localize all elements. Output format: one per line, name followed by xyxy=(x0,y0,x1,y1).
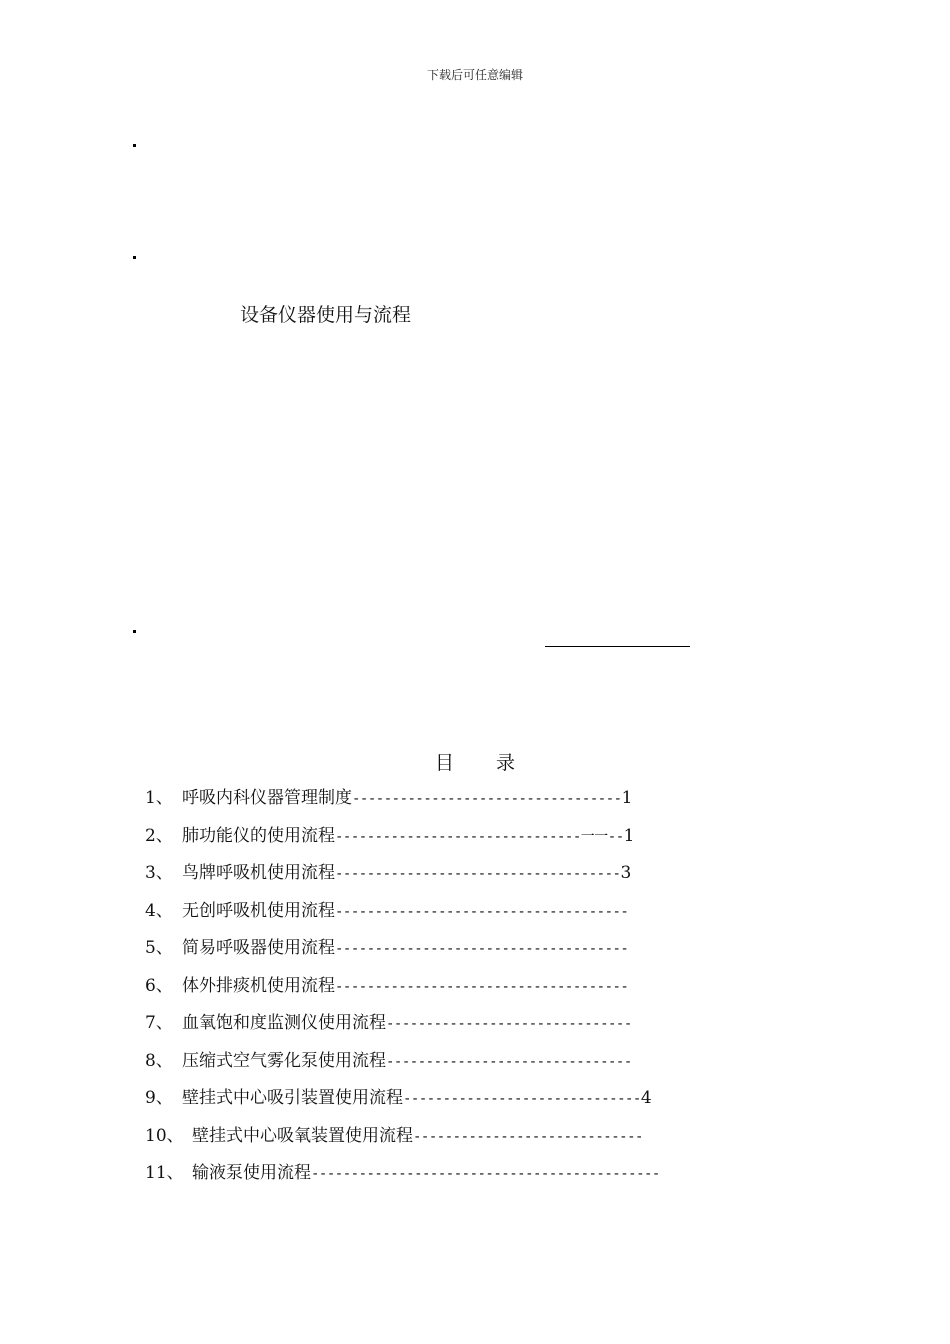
toc-item-leader: ----------------------------- xyxy=(413,1128,643,1145)
toc-item[interactable] xyxy=(145,1085,660,1123)
toc-item[interactable] xyxy=(145,823,660,861)
toc-item[interactable] xyxy=(145,1010,660,1048)
toc-item-number: 2、 xyxy=(145,825,173,846)
toc-item[interactable] xyxy=(145,785,660,823)
toc-item-label: 体外排痰机使用流程 xyxy=(182,975,335,996)
toc-item-label: 简易呼吸器使用流程 xyxy=(182,938,335,958)
bullet-dot xyxy=(133,630,136,633)
toc-item-page: 1 xyxy=(621,788,633,808)
toc-item-number: 7、 xyxy=(145,1013,173,1033)
toc-item-number: 4、 xyxy=(145,900,173,921)
toc-item-label: 无创呼吸机使用流程 xyxy=(182,900,335,921)
toc-item-number: 11、 xyxy=(145,1163,184,1183)
toc-item-number: 6、 xyxy=(145,975,173,996)
toc-item-number: 1、 xyxy=(145,788,173,808)
toc-item-leader: ------------------------------------ xyxy=(335,866,621,882)
toc-item-leader: ------------------------------------- xyxy=(335,978,629,995)
toc-item-label: 血氧饱和度监测仪使用流程 xyxy=(182,1013,386,1033)
header-note: 下载后可任意编辑 xyxy=(426,68,523,82)
toc-item[interactable] xyxy=(145,1160,660,1198)
toc-heading: 目 录 xyxy=(434,752,534,774)
toc-item-label: 输液泵使用流程 xyxy=(192,1163,311,1183)
bullet-dot xyxy=(133,144,136,147)
toc-item-page: 1 xyxy=(623,825,635,846)
toc-item-number: 9、 xyxy=(145,1088,173,1108)
toc-item-label: 壁挂式中心吸氧装置使用流程 xyxy=(192,1125,413,1146)
toc-item-label: 鸟牌呼吸机使用流程 xyxy=(182,863,335,883)
toc-item-page: 4 xyxy=(640,1088,652,1108)
toc-item-leader: -------------------------------一一-- xyxy=(335,828,624,845)
toc-item-leader: ------------------------------- xyxy=(386,1053,632,1070)
signature-line xyxy=(545,646,690,647)
toc-item-number: 8、 xyxy=(145,1050,173,1071)
toc-item-leader: ------------------------------------- xyxy=(335,903,629,920)
toc-item-leader: -------------------------------------------- xyxy=(311,1166,660,1182)
toc-item-number: 5、 xyxy=(145,938,173,958)
bullet-dot xyxy=(133,256,136,259)
toc-item-leader: ------------------------------- xyxy=(386,1016,632,1032)
toc-item[interactable] xyxy=(145,1048,660,1086)
toc-item-leader: ---------------------------------- xyxy=(352,791,622,807)
toc-item[interactable] xyxy=(145,935,660,973)
toc-item-number: 10、 xyxy=(145,1125,184,1146)
toc-item[interactable] xyxy=(145,1123,660,1161)
toc-list xyxy=(145,785,660,1198)
toc-item-label: 呼吸内科仪器管理制度 xyxy=(182,788,352,808)
toc-item-leader: ------------------------------------- xyxy=(335,941,629,957)
toc-item[interactable] xyxy=(145,973,660,1011)
toc-item-label: 壁挂式中心吸引装置使用流程 xyxy=(182,1088,403,1108)
toc-item-label: 压缩式空气雾化泵使用流程 xyxy=(182,1050,386,1071)
toc-item-label: 肺功能仪的使用流程 xyxy=(182,825,335,846)
toc-item-leader: ------------------------------ xyxy=(403,1091,641,1107)
toc-item-page: 3 xyxy=(620,863,632,883)
toc-item-number: 3、 xyxy=(145,863,173,883)
document-title: 设备仪器使用与流程 xyxy=(240,304,412,326)
toc-item[interactable] xyxy=(145,898,660,936)
toc-item[interactable] xyxy=(145,860,660,898)
